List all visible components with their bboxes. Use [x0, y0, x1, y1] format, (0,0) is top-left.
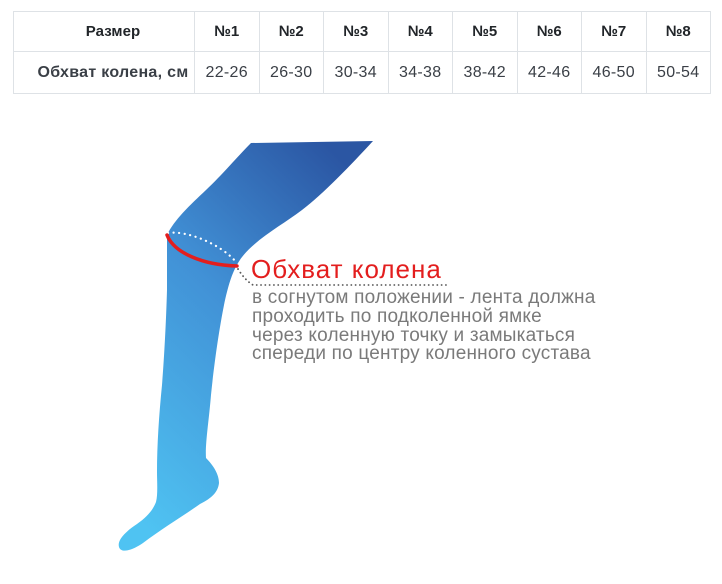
column-header-size: Размер	[14, 12, 195, 52]
size-table	[13, 11, 711, 94]
size-value-cell: 38-42	[453, 52, 518, 94]
size-value-cell: 34-38	[388, 52, 453, 94]
column-header-7: №7	[582, 12, 647, 52]
size-value-cell: 46-50	[582, 52, 647, 94]
table-header-row	[14, 12, 711, 52]
column-header-6: №6	[517, 12, 582, 52]
column-header-4: №4	[388, 12, 453, 52]
size-value-cell: 42-46	[517, 52, 582, 94]
size-value-cell: 26-30	[259, 52, 324, 94]
callout-description-line: через коленную точку и замыкаться	[252, 324, 576, 346]
callout-description-line: проходить по подколенной ямке	[252, 305, 542, 327]
row-label-knee-circumference: Обхват колена, см	[14, 52, 195, 94]
callout-description	[252, 289, 596, 364]
size-value-cell: 30-34	[324, 52, 389, 94]
column-header-2: №2	[259, 12, 324, 52]
size-value-cell: 50-54	[646, 52, 711, 94]
table-row	[14, 52, 711, 94]
column-header-8: №8	[646, 12, 711, 52]
column-header-5: №5	[453, 12, 518, 52]
column-header-1: №1	[195, 12, 260, 52]
callout-description-line: спереди по центру коленного сустава	[252, 343, 591, 365]
size-value-cell: 22-26	[195, 52, 260, 94]
callout-title-knee-circumference: Обхват колена	[251, 254, 442, 284]
column-header-3: №3	[324, 12, 389, 52]
callout-description-line: в согнутом положении - лента должна	[252, 287, 596, 308]
